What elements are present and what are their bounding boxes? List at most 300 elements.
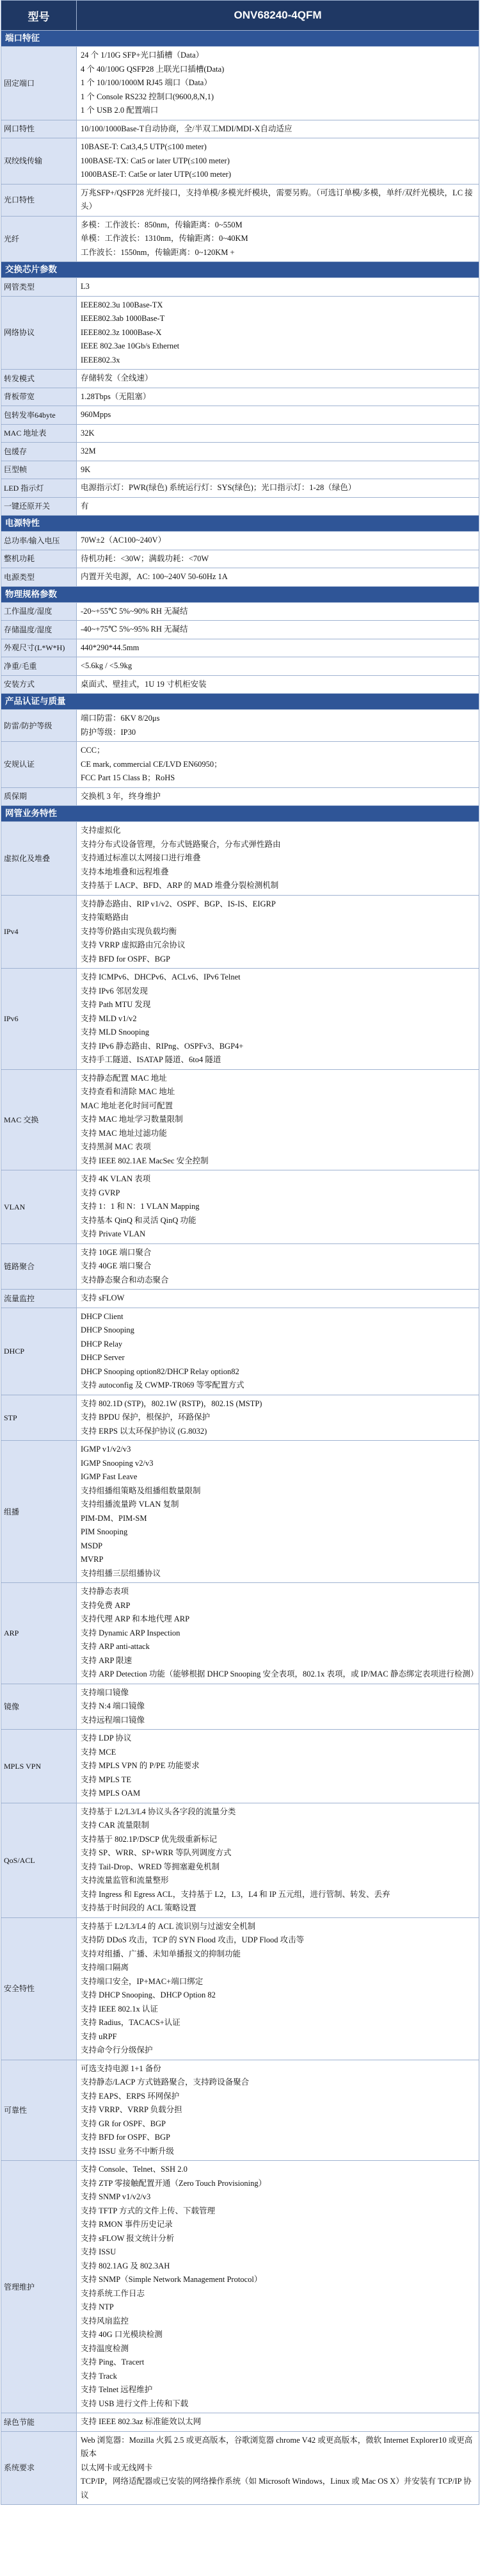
spec-label: STP (1, 1395, 77, 1441)
spec-value-line: 1 个 Console RS232 控制口(9600,8,N,1) (81, 92, 214, 101)
spec-label: 转发模式 (1, 370, 77, 388)
spec-label: 工作温度/湿度 (1, 602, 77, 621)
spec-value-line: IGMP Fast Leave (81, 1472, 138, 1481)
spec-value-line: 支持 10GE 端口聚合 (81, 1247, 152, 1257)
spec-value-line: 32K (81, 428, 95, 438)
spec-row (1, 296, 479, 370)
spec-label: 总功率/输入电压 (1, 532, 77, 550)
spec-label: 网口特性 (1, 120, 77, 138)
spec-value-line: 支持 TFTP 方式的文件上传、下载管理 (81, 2206, 215, 2215)
spec-value (77, 2060, 479, 2161)
spec-label: 网络协议 (1, 296, 77, 370)
spec-value-line: 支持 NTP (81, 2302, 114, 2311)
spec-value-line: 单模：工作波长：1310nm，传输距离：0~40KM (81, 234, 248, 243)
spec-value-line: 支持 4K VLAN 表项 (81, 1174, 151, 1183)
spec-value-line: 支持通过标准以太网接口进行堆叠 (81, 853, 201, 862)
spec-value-line: 支持端口镜像 (81, 1687, 129, 1697)
spec-row (1, 388, 479, 406)
spec-value-line: -40~+75℃ 5%~95% RH 无凝结 (81, 625, 188, 634)
spec-value-line: PIM Snooping (81, 1527, 128, 1536)
spec-row (1, 639, 479, 657)
model-header-row (1, 1, 479, 31)
spec-value (77, 787, 479, 806)
spec-value-line: 支持 ICMPv6、DHCPv6、ACLv6、IPv6 Telnet (81, 972, 241, 981)
spec-value-line: 支持远程端口镜像 (81, 1715, 145, 1725)
spec-value-line: IEEE802.3z 1000Base-X (81, 327, 162, 337)
spec-value-line: 1000BASE-T: Cat5e or later UTP(≤100 meter) (81, 170, 232, 179)
spec-row (1, 424, 479, 443)
spec-value-line: 支持 SNMP v1/v2/v3 (81, 2192, 151, 2201)
spec-value-line: 支持 N:4 端口镜像 (81, 1702, 145, 1710)
spec-label: IPv6 (1, 969, 77, 1070)
spec-value-line: MVRP (81, 1555, 104, 1564)
spec-row (1, 2060, 479, 2161)
spec-label: 存储温度/湿度 (1, 621, 77, 639)
spec-value-line: 支持 MAC 地址学习数量限制 (81, 1115, 183, 1124)
spec-value (77, 2413, 479, 2432)
spec-value-line: 有 (81, 501, 89, 511)
spec-value-line: 支持基于时间段的 ACL 策略设置 (81, 1903, 196, 1912)
spec-value-line: 支持 Track (81, 2371, 117, 2381)
spec-value-line: 70W±2（AC100~240V） (81, 536, 166, 545)
spec-value-line: IEEE 802.3ae 10Gb/s Ethernet (81, 341, 180, 350)
spec-label: 安规认证 (1, 742, 77, 788)
spec-value-line: 支持流量监管和流量整形 (81, 1876, 169, 1885)
spec-value-line: Web 浏览器：Mozilla 火狐 2.5 或更高版本，谷歌浏览器 chrome V42 或更高版本，微软 Internet Explorer10 或更高版本 (81, 2435, 473, 2458)
spec-label: MAC 地址表 (1, 424, 77, 443)
spec-row (1, 822, 479, 896)
spec-row (1, 1684, 479, 1730)
spec-row (1, 2431, 479, 2505)
spec-row (1, 550, 479, 568)
spec-value-line: DHCP Server (81, 1353, 125, 1362)
spec-value-line: 支持 autoconfig 及 CWMP-TR069 等零配置方式 (81, 1381, 244, 1390)
spec-value-line: 防护等级：IP30 (81, 727, 136, 737)
spec-label: 整机功耗 (1, 550, 77, 568)
spec-row (1, 370, 479, 388)
spec-value (77, 1308, 479, 1395)
spec-value-line: 支持 ISSU (81, 2247, 116, 2256)
spec-value (77, 424, 479, 443)
spec-value-line: 支持静态配置 MAC 地址 (81, 1073, 167, 1083)
spec-value-line: IEEE802.3ab 1000Base-T (81, 314, 165, 323)
spec-value-line: 待机功耗：<30W；满载功耗：<70W (81, 554, 209, 563)
spec-row (1, 1170, 479, 1244)
spec-value (77, 1441, 479, 1583)
spec-label: 电源类型 (1, 568, 77, 587)
spec-row (1, 602, 479, 621)
model-label: 型号 (1, 1, 77, 31)
spec-value-line: 支持端口安全，IP+MAC+端口绑定 (81, 1976, 204, 1986)
spec-sheet-table (1, 0, 479, 2505)
spec-row (1, 47, 479, 120)
spec-row (1, 969, 479, 1070)
spec-label: 组播 (1, 1441, 77, 1583)
spec-row (1, 742, 479, 788)
spec-value-line: 支持基于 L2/L3/L4 协议头各字段的流量分类 (81, 1807, 236, 1816)
spec-label: 可靠性 (1, 2060, 77, 2161)
spec-value (77, 1917, 479, 2060)
spec-label: 包缓存 (1, 443, 77, 461)
spec-row (1, 568, 479, 587)
spec-row (1, 1730, 479, 1803)
spec-value-line: 支持 uRPF (81, 2031, 117, 2041)
spec-value-line: IEEE802.3x (81, 355, 120, 365)
spec-row (1, 479, 479, 498)
spec-value (77, 2161, 479, 2413)
spec-value-line: 支持等价路由实现负载均衡 (81, 926, 177, 936)
spec-label: 巨型帧 (1, 461, 77, 479)
spec-value-line: FCC Part 15 Class B；RoHS (81, 773, 175, 782)
spec-label: 质保期 (1, 787, 77, 806)
spec-value-line: 支持静态表项 (81, 1587, 129, 1596)
spec-value-line: 支持 MCE (81, 1747, 116, 1757)
spec-value-line: PIM-DM、PIM-SM (81, 1513, 147, 1523)
spec-value-line: 支持 802.1AG 及 802.3AH (81, 2261, 170, 2270)
section-header-row (1, 586, 479, 602)
spec-row (1, 657, 479, 676)
spec-value-line: 可选支持电源 1+1 备份 (81, 2063, 161, 2073)
spec-value (77, 479, 479, 498)
spec-value-line: DHCP Snooping (81, 1325, 134, 1334)
spec-value-line: 1 个 10/100/1000M RJ45 端口（Data） (81, 78, 212, 87)
spec-value (77, 443, 479, 461)
spec-value-line: 支持静态路由、RIP v1/v2、OSPF、BGP、IS-IS、EIGRP (81, 899, 276, 908)
spec-value (77, 657, 479, 676)
spec-value (77, 1170, 479, 1244)
spec-row (1, 443, 479, 461)
spec-value-line: 支持策略路由 (81, 913, 129, 922)
spec-value-line: 1 个 USB 2.0 配置端口 (81, 106, 159, 115)
spec-value-line: TCP/IP，网络适配器或已安装的网络操作系统（如 Microsoft Windows，Linux 或 Mac OS X）并安装有 TCP/IP 协议 (81, 2477, 472, 2500)
spec-table-body (1, 31, 479, 2505)
spec-value-line: DHCP Client (81, 1311, 124, 1321)
spec-value-line: 9K (81, 464, 91, 474)
spec-value-line: 工作波长：1550nm，传输距离：0~120KM + (81, 247, 235, 257)
spec-value (77, 532, 479, 550)
spec-value-line: 交换机 3 年，终身维护 (81, 791, 161, 801)
spec-value-line: 支持命令行分级保护 (81, 2046, 153, 2055)
spec-value-line: 支持 Dynamic ARP Inspection (81, 1628, 180, 1637)
spec-value-line: 支持静态/LACP 方式链路聚合，支持跨设备聚合 (81, 2078, 250, 2087)
spec-value-line: 支持风扇监控 (81, 2316, 129, 2326)
spec-value-line: 支持 MLD v1/v2 (81, 1013, 137, 1023)
spec-row (1, 278, 479, 297)
spec-value-line: 支持静态聚合和动态聚合 (81, 1275, 169, 1284)
spec-row (1, 1441, 479, 1583)
spec-value-line: 支持 Console、Telnet、SSH 2.0 (81, 2165, 188, 2174)
section-title: 电源特性 (1, 516, 479, 532)
spec-row (1, 1069, 479, 1170)
spec-value-line: IGMP v1/v2/v3 (81, 1445, 131, 1454)
spec-value-line: 支持 VRRP 虚拟路由冗余协议 (81, 940, 186, 949)
spec-row (1, 120, 479, 138)
spec-value (77, 184, 479, 216)
section-header-row (1, 806, 479, 822)
spec-row (1, 532, 479, 550)
spec-value-line: 支持组播三层组播协议 (81, 1568, 161, 1578)
spec-label: 链路聚合 (1, 1243, 77, 1290)
spec-value-line: 支持 LDP 协议 (81, 1734, 132, 1743)
spec-value (77, 296, 479, 370)
spec-row (1, 2161, 479, 2413)
spec-row (1, 1803, 479, 1917)
spec-row (1, 787, 479, 806)
spec-value-line: 支持 ISSU 业务不中断升级 (81, 2146, 174, 2156)
spec-value-line: 万兆SFP+/QSFP28 光纤接口，支持单模/多模光纤模块，需要另购。（可选订单模/多模，单纤/双纤光模块，LC 接头） (81, 188, 473, 211)
spec-value-line: 支持基本 QinQ 和灵活 QinQ 功能 (81, 1215, 196, 1225)
spec-value-line: 支持防 DDoS 攻击，TCP 的 SYN Flood 攻击，UDP Flood 攻击等 (81, 1935, 305, 1944)
spec-value-line: 支持 MLD Snooping (81, 1028, 149, 1037)
spec-value (77, 895, 479, 969)
spec-value (77, 1243, 479, 1290)
spec-value-line: -20~+55℃ 5%~90% RH 无凝结 (81, 606, 188, 616)
spec-value-line: 支持 40G 口光模块检测 (81, 2330, 163, 2339)
spec-label: MPLS VPN (1, 1730, 77, 1803)
spec-value-line: 端口防雷：6KV 8/20μs (81, 714, 160, 723)
spec-value (77, 406, 479, 425)
spec-label: 绿色节能 (1, 2413, 77, 2432)
spec-value (77, 969, 479, 1070)
spec-value-line: 支持 Tail-Drop、WRED 等拥塞避免机制 (81, 1862, 220, 1871)
spec-row (1, 1917, 479, 2060)
spec-value-line: 存储转发（全线速） (81, 373, 153, 382)
spec-value-line: 支持 ARP anti-attack (81, 1642, 150, 1651)
spec-value-line: 支持本地堆叠和远程堆叠 (81, 867, 169, 876)
spec-label: LED 指示灯 (1, 479, 77, 498)
spec-value-line: 桌面式、壁挂式，1U 19 寸机柜安装 (81, 679, 207, 689)
spec-row (1, 1308, 479, 1395)
spec-value-line: 支持代理 ARP 和本地代理 ARP (81, 1614, 190, 1623)
spec-value (77, 1069, 479, 1170)
spec-value-line: 支持 DHCP Snooping、DHCP Option 82 (81, 1990, 216, 1999)
spec-value-line: 支持 sFLOW (81, 1293, 125, 1302)
spec-row (1, 216, 479, 262)
spec-value-line: 支持 802.1D (STP)，802.1W (RSTP)，802.1S (MSTP) (81, 1399, 262, 1408)
spec-value-line: 支持 ZTP 零接触配置开通（Zero Touch Provisioning） (81, 2178, 267, 2188)
spec-value (77, 639, 479, 657)
spec-value (77, 710, 479, 742)
spec-value-line: 支持组播组策略及组播组数量限制 (81, 1486, 201, 1495)
spec-value-line: 支持 ERPS 以太环保护协议 (G.8032) (81, 1426, 207, 1436)
spec-label: VLAN (1, 1170, 77, 1244)
spec-value-line: 支持基于 LACP、BFD、ARP 的 MAD 堆叠分裂检测机制 (81, 881, 279, 890)
spec-value (77, 216, 479, 262)
section-header-row (1, 516, 479, 532)
spec-value-line: 100BASE-TX: Cat5 or later UTP(≤100 meter) (81, 156, 230, 165)
spec-row (1, 1290, 479, 1308)
spec-label: 净重/毛重 (1, 657, 77, 676)
spec-value-line: 支持手工隧道、ISATAP 隧道、6to4 隧道 (81, 1055, 221, 1064)
spec-value-line: 支持端口隔离 (81, 1963, 129, 1972)
spec-row (1, 138, 479, 185)
spec-row (1, 406, 479, 425)
spec-value-line: IEEE802.3u 100Base-TX (81, 300, 163, 309)
section-header-row (1, 262, 479, 278)
spec-row (1, 1243, 479, 1290)
spec-value-line: 支持 GR for OSPF、BGP (81, 2119, 166, 2128)
spec-value-line: 支持 BFD for OSPF、BGP (81, 954, 170, 964)
spec-value-line: 支持 MPLS TE (81, 1775, 131, 1784)
spec-value-line: 支持虚拟化 (81, 826, 121, 835)
spec-value (77, 370, 479, 388)
section-header-row (1, 31, 479, 47)
spec-row (1, 710, 479, 742)
spec-value-line: DHCP Snooping option82/DHCP Relay option82 (81, 1366, 239, 1376)
spec-row (1, 895, 479, 969)
spec-row (1, 2413, 479, 2432)
spec-value-line: 1.28Tbps（无阻塞） (81, 391, 151, 401)
spec-value-line: 支持 Private VLAN (81, 1229, 146, 1238)
spec-value-line: 支持 Telnet 远程维护 (81, 2385, 153, 2394)
spec-value-line: 支持分布式设备管理，分布式链路聚合，分布式弹性路由 (81, 839, 281, 849)
spec-value-line: 支持基于 L2/L3/L4 的 ACL 流识别与过滤安全机制 (81, 1921, 256, 1931)
spec-value-line: 支持 BFD for OSPF、BGP (81, 2133, 170, 2142)
spec-value (77, 1583, 479, 1684)
spec-value-line: 支持 BPDU 保护，根保护，环路保护 (81, 1413, 211, 1422)
spec-value-line: MAC 地址老化时间可配置 (81, 1101, 173, 1110)
spec-row (1, 461, 479, 479)
spec-value-line: 支持基于 802.1P/DSCP 优先级重新标记 (81, 1834, 218, 1844)
spec-value (77, 497, 479, 516)
spec-value-line: L3 (81, 282, 90, 291)
spec-value-line: 支持 Radius，TACACS+认证 (81, 2018, 180, 2027)
spec-value (77, 1803, 479, 1917)
section-header-row (1, 694, 479, 710)
model-header (1, 1, 479, 31)
spec-label: 固定端口 (1, 47, 77, 120)
spec-label: DHCP (1, 1308, 77, 1395)
spec-value-line: CCC； (81, 746, 105, 755)
spec-value-line: 电源指示灯：PWR(绿色) 系统运行灯：SYS(绿色)；光口指示灯：1-28（绿色） (81, 483, 356, 492)
spec-value-line: 支持 IEEE 802.3az 标准能效以太网 (81, 2417, 202, 2426)
spec-value (77, 742, 479, 788)
spec-value-line: IGMP Snooping v2/v3 (81, 1458, 154, 1468)
spec-label: 背板带宽 (1, 388, 77, 406)
spec-value-line: 支持 Ping、Tracert (81, 2358, 145, 2367)
spec-row (1, 675, 479, 694)
spec-value (77, 278, 479, 297)
spec-label: 一键还原开关 (1, 497, 77, 516)
spec-value-line: 支持对组播、广播、未知单播报文的抑制功能 (81, 1949, 241, 1958)
spec-label: 光口特性 (1, 184, 77, 216)
spec-value-line: 支持 SP、WRR、SP+WRR 等队列调度方式 (81, 1848, 232, 1857)
spec-value (77, 461, 479, 479)
spec-row (1, 184, 479, 216)
spec-value-line: 24 个 1/10G SFP+光口插槽（Data） (81, 51, 204, 60)
spec-label: 镜像 (1, 1684, 77, 1730)
spec-label: 安装方式 (1, 675, 77, 694)
spec-value-line: 支持黑洞 MAC 表项 (81, 1142, 151, 1151)
spec-value (77, 621, 479, 639)
spec-label: QoS/ACL (1, 1803, 77, 1917)
spec-value (77, 47, 479, 120)
spec-label: 外观尺寸(L*W*H) (1, 639, 77, 657)
spec-label: MAC 交换 (1, 1069, 77, 1170)
spec-value-line: 支持 Ingress 和 Egress ACL，支持基于 L2，L3，L4 和 IP 五元组，进行管制、转发、丢弃 (81, 1889, 390, 1899)
model-name: ONV68240-4QFM (77, 1, 479, 31)
spec-label: 防雷/防护等级 (1, 710, 77, 742)
spec-value-line: <5.6kg / <5.9kg (81, 661, 132, 670)
spec-value-line: CE mark, commercial CE/LVD EN60950； (81, 759, 222, 769)
spec-value (77, 675, 479, 694)
spec-label: 包转发率64byte (1, 406, 77, 425)
spec-value-line: 支持 SNMP（Simple Network Management Protocol） (81, 2275, 262, 2284)
section-title: 交换芯片参数 (1, 262, 479, 278)
spec-value-line: 10/100/1000Base-T自动协商，全/半双工MDI/MDI-X自动适应 (81, 124, 292, 133)
spec-label: 虚拟化及堆叠 (1, 822, 77, 896)
spec-label: 系统要求 (1, 2431, 77, 2505)
spec-label: 管理维护 (1, 2161, 77, 2413)
spec-value-line: 支持 ARP Detection 功能（能够根据 DHCP Snooping 安全表项，802.1x 表项，或 IP/MAC 静态绑定表项进行检测） (81, 1669, 479, 1678)
spec-value-line: 支持 IPv6 邻居发现 (81, 986, 148, 996)
spec-label: 光纤 (1, 216, 77, 262)
spec-value-line: 支持 MPLS OAM (81, 1789, 141, 1798)
spec-value-line: 支持 RMON 事件历史记录 (81, 2220, 173, 2229)
spec-value-line: 支持温度检测 (81, 2343, 129, 2353)
spec-value-line: 多模：工作波长：850nm，传输距离：0~550M (81, 220, 243, 229)
spec-value-line: 支持 40GE 端口聚合 (81, 1261, 152, 1270)
spec-value-line: 支持 USB 进行文件上传和下载 (81, 2399, 189, 2408)
spec-value-line: 支持系统工作日志 (81, 2288, 145, 2298)
spec-row (1, 1583, 479, 1684)
spec-value-line: 32M (81, 447, 96, 455)
spec-value-line: 960Mpps (81, 410, 111, 419)
spec-value (77, 550, 479, 568)
spec-row (1, 1395, 479, 1441)
spec-value (77, 822, 479, 896)
spec-value-line: 支持 GVRP (81, 1188, 120, 1197)
spec-value (77, 1395, 479, 1441)
spec-value (77, 568, 479, 587)
spec-value (77, 388, 479, 406)
spec-value-line: 支持 1：1 和 N：1 VLAN Mapping (81, 1202, 200, 1211)
spec-row (1, 621, 479, 639)
spec-value (77, 602, 479, 621)
spec-value-line: 以太网卡或无线网卡 (81, 2463, 153, 2472)
spec-value-line: 支持 IPv6 静态路由、RIPng、OSPFv3、BGP4+ (81, 1041, 244, 1051)
spec-value-line: MSDP (81, 1541, 103, 1550)
spec-value-line: 支持 IEEE 802.1x 认证 (81, 2004, 158, 2014)
spec-label: 网管类型 (1, 278, 77, 297)
spec-value-line: 支持查看和清除 MAC 地址 (81, 1087, 175, 1096)
spec-label: 安全特性 (1, 1917, 77, 2060)
spec-value-line: 支持免费 ARP (81, 1600, 131, 1610)
section-title: 物理规格参数 (1, 586, 479, 602)
spec-label: 流量监控 (1, 1290, 77, 1308)
spec-value-line: 支持 VRRP、VRRP 负载分担 (81, 2105, 182, 2114)
spec-value (77, 138, 479, 185)
spec-value-line: DHCP Relay (81, 1339, 123, 1349)
spec-value-line: 支持 Path MTU 发现 (81, 1000, 151, 1009)
section-title: 产品认证与质量 (1, 694, 479, 710)
spec-value-line: 支持 ARP 限速 (81, 1655, 132, 1665)
section-title: 网管业务特性 (1, 806, 479, 822)
spec-row (1, 497, 479, 516)
spec-value-line: 440*290*44.5mm (81, 643, 140, 652)
spec-value (77, 120, 479, 138)
spec-value (77, 1730, 479, 1803)
spec-value (77, 1290, 479, 1308)
spec-value-line: 支持 CAR 流量限制 (81, 1821, 149, 1830)
spec-label: 双绞线传输 (1, 138, 77, 185)
section-title: 端口特征 (1, 31, 479, 47)
spec-value-line: 支持组播流量跨 VLAN 复制 (81, 1500, 179, 1509)
spec-value-line: 支持 MAC 地址过滤功能 (81, 1128, 167, 1138)
spec-value-line: 支持 MPLS VPN 的 P/PE 功能要求 (81, 1761, 200, 1770)
spec-value-line: 4 个 40/100G QSFP28 上联光口插槽(Data) (81, 64, 225, 74)
spec-value (77, 1684, 479, 1730)
